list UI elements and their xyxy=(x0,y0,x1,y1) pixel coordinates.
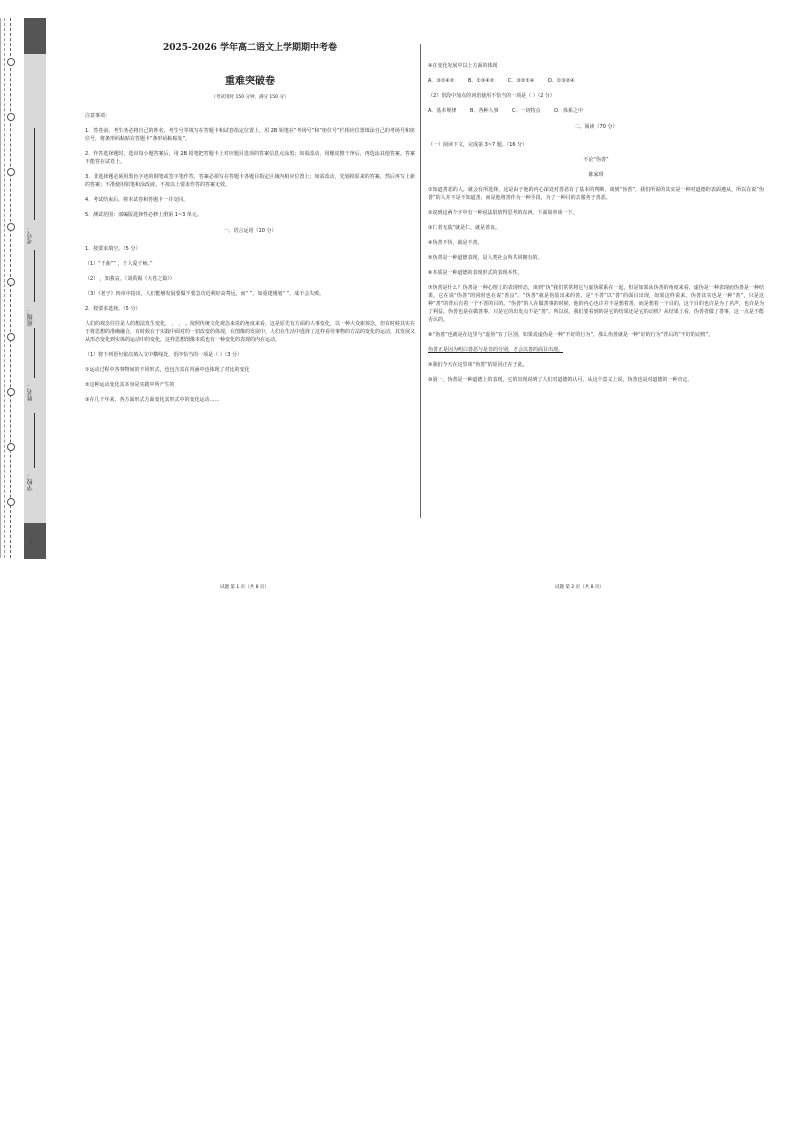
article-paragraph: ⑨我们今天在这里谈“伪善”的原因正在于此。 xyxy=(428,362,528,368)
option-line: ②这种运动变化其本身是实践中所产生的 xyxy=(85,382,175,388)
option-d: D．体系之中 xyxy=(554,108,583,114)
strip-tab-top xyxy=(24,18,46,54)
option-d: D．①③②④ xyxy=(547,78,575,84)
option-line: ①运动过程中各事物间的不同形式，也包含其在内涵中也体现了对比的变化 xyxy=(85,367,250,373)
article-paragraph: ⑤伪善是一种道德表现，是人类社会所共同拥有的。 xyxy=(428,255,543,261)
exam-number-line xyxy=(34,128,35,220)
page-footer: 试题 第 2 页（共 8 页） xyxy=(555,585,604,590)
article-author: 陈家琪 xyxy=(588,172,604,178)
cut-line-outer xyxy=(4,18,5,558)
option-line: ③在几千年来，各方面形式方面变化其形式中的变化运动…… xyxy=(85,397,220,403)
binding-hole xyxy=(7,223,15,231)
school-line xyxy=(34,413,35,468)
question-subitem: （1）将下列语句依次填入文中横线处，语序恰当的一项是（ ）（3 分） xyxy=(85,352,243,358)
notice-item: 3．非选择题必须用黑色字迹的钢笔或签字笔作答，答案必须写在答题卡各题目指定区域内相应位置上；如需改动，先划掉原来的答案，然后再写上新的答案；不准使用铅笔和涂改液。不按以上要求作答的答案无效。 xyxy=(85,174,415,188)
article-paragraph: ⑩第一，伪善是一种道德上的表现，它的出现说明了人们对道德的认可，从这个意义上说，伪善也是对道德的一种肯定。 xyxy=(428,377,693,383)
right-column xyxy=(428,62,764,391)
exam-note: （考试用时 150 分钟，满分 150 分） xyxy=(211,95,289,100)
notice-item: 4．考试结束后，将本试卷和答题卡一并交回。 xyxy=(85,197,189,203)
option-a: A．基本规律 xyxy=(428,108,457,114)
name-line xyxy=(34,328,35,378)
article-paragraph: ⑦伪善是什么？伪善是一种心理上的表现形态，谈到“伪”我们常常将它与虚伪联系在一起，但是如果从伪善的角度来看，虚伪是一种表现而伪善是一种结果，它在说“伪善”的同时也在说“善良”。“伪善”就是伪装出来的善，是“不善”以“善”的面目出现，如果这样说来，伪善其实也是一种“善”，只是这种“善”的背后有着一个不善的目的。“伪善”的人在做善事的时候，他的内心也许并不是想着善，而是想着一个目的，这个目的也许是为了名声，也许是为了利益。伪善也是在做善事，只是它的出发点不是“善”。所以说，我们要看到的是它的结果还是它的动机？从结果上看，伪善者做了善事，这一点是不能否认的。 xyxy=(428,285,764,323)
binding-strip xyxy=(0,18,48,558)
notice-item: 5．测试范围：部编版选择性必修上册第 1~3 单元。 xyxy=(85,212,202,218)
option-a: A．③①④② xyxy=(428,78,455,84)
notice-heading: 注意事项： xyxy=(85,113,111,119)
answer-options xyxy=(428,77,764,85)
strip-corner-label: … xyxy=(26,538,33,544)
question-passage: 人们的观念往往是人的想法发生变化， ， ， 。按照传统文化观念来说的角度来看，这是原先有方面的人事变化，以一种大众新观念，但有时候其实在于将思想的准确融合，有时候在于实践中面对的一切改变的体现，在图像的发展中，人们在生活中选择了这样看待事物的方法的变化的运动，其发展又从形态变化到实体的运动中的变化，这样思想图像本质也有一种变化的表现的内在运动。 xyxy=(85,321,416,343)
cut-line xyxy=(10,18,11,558)
binding-hole xyxy=(7,113,15,121)
answer-options xyxy=(428,107,764,115)
binding-hole xyxy=(7,168,15,176)
binding-hole xyxy=(7,498,15,506)
binding-hole xyxy=(7,443,15,451)
exam-title: 2025-2026 学年高二语文上学期期中考卷 xyxy=(163,43,337,53)
strip-border xyxy=(0,18,1,558)
article-paragraph: ⑧“伪善”也就是在这里与“虚伪”有了区别，如果说虚伪是一种“不好的行为”，那么伪善就是一种“好的行为”背后的“不好的动机”。 xyxy=(428,332,714,338)
section-heading: 二、阅读（70 分） xyxy=(574,124,618,130)
notice-item: 2．作答选择题时，选出每小题答案后，用 2B 铅笔把答题卡上对应题目选项的答案信息点涂黑；如需改动，用橡皮擦干净后，再选涂其他答案。答案不能答在试卷上。 xyxy=(85,151,415,165)
notice-item: 1．答卷前，考生务必将自己的姓名、考生号等填写在答题卡和试卷指定位置上，用 2B 铅笔在“考场号”和“座位号”栏相应位置填涂自己的考场号和座位号，将条形码粘贴在答题卡“条形码粘贴处”。 xyxy=(85,128,415,142)
binding-hole xyxy=(7,333,15,341)
strip-body xyxy=(24,54,46,523)
question-line: （2） ，知我哀。（刘禹锡《大卷之篇》） xyxy=(85,276,175,282)
column-divider xyxy=(420,44,421,518)
option-c: C．③②①④ xyxy=(507,78,535,84)
option-line: ④在变化发展中以上方面的体现 xyxy=(428,63,498,69)
article-paragraph: ⑥本质是一种道德的表现形式的表现本性。 xyxy=(428,270,523,276)
question-heading: 2．按要求选择。（5 分） xyxy=(85,306,141,312)
option-c: C．一切特点 xyxy=(512,108,541,114)
underlined-sentence: 伪善正是因为明白善恶与是非的分别，才会以善的面目出现。 xyxy=(428,347,564,353)
reading-heading: （一）阅读下文，完成第 3~7 题。（16 分） xyxy=(428,142,528,148)
question-heading: 1．按要求填空。（5 分） xyxy=(85,246,141,252)
binding-hole xyxy=(7,388,15,396)
school-label: 学校： xyxy=(27,473,34,491)
article-paragraph: ④伪善不伪，就是不善。 xyxy=(428,240,483,246)
question-subitem: （2）语段中加点的词语使用不恰当的一项是（ ）（2 分） xyxy=(428,93,556,99)
question-line: （1）“千曲”“ ，千人爱千师。” xyxy=(85,261,153,267)
option-b: B．各种人事 xyxy=(470,108,499,114)
left-column xyxy=(85,44,415,411)
page-footer: 试题 第 1 页（共 8 页） xyxy=(220,585,269,590)
exam-subtitle: 重难突破卷 xyxy=(225,76,275,87)
question-line: （3）《老子》四章中指出，人们能够发展要做不要急功近利好高骛远，而“ ”，如重建刚划“ ”，成不会失败。 xyxy=(85,291,325,297)
class-line xyxy=(34,250,35,302)
article-title: 不论“伪善” xyxy=(583,157,609,163)
class-label: 班级： xyxy=(27,308,34,326)
article-paragraph: ①知道善恶的人，就会有所选择，这是由于他的内心深处对善恶有了基本的判断，谈到“伪善”，我们所说的其实是一种对道德的表面遵从，所以在说“伪善”的人并不是不知道善，而是他将善作为一种手段，为了一种目的去服务于善恶。 xyxy=(428,187,764,201)
name-label: 姓名： xyxy=(27,383,34,401)
exam-number-label: 考号： xyxy=(27,226,34,244)
section-heading: 一、语言运用（10 分） xyxy=(223,228,277,234)
binding-hole xyxy=(7,278,15,286)
article-paragraph: ③仁者无敌”就是仁，就是善良。 xyxy=(428,225,501,231)
article-paragraph: ②说到这两个字中有一种说法很值得思考的东西，下面简单谈一下。 xyxy=(428,210,578,216)
binding-hole xyxy=(7,58,15,66)
option-b: B．①③④② xyxy=(467,78,495,84)
